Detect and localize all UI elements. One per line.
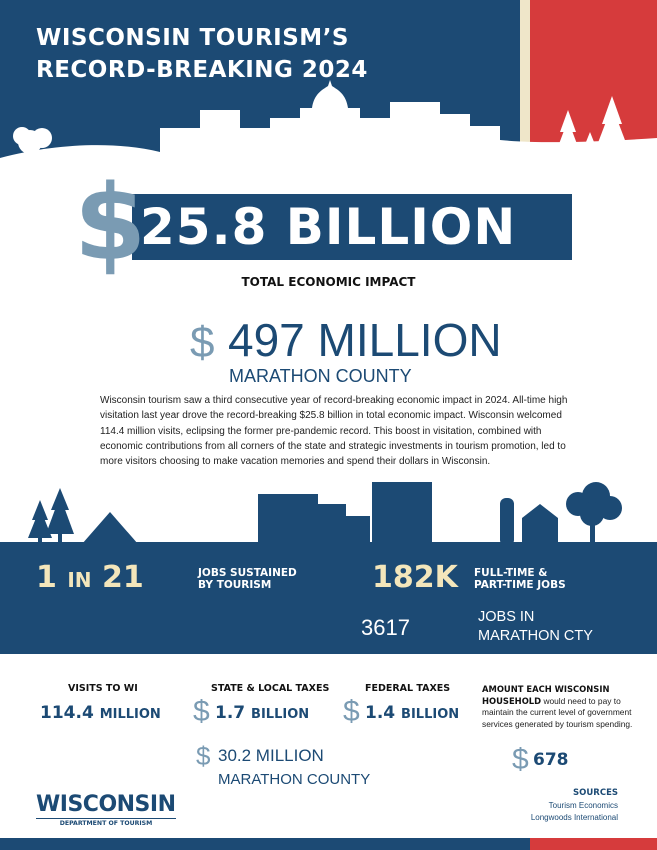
page-title-line-2: RECORD-BREAKING 2024 xyxy=(36,57,368,83)
headline-amount: 25.8 BILLION xyxy=(140,198,517,256)
jobs-ratio-twentyone: 21 xyxy=(101,560,144,595)
state-taxes-label: STATE & LOCAL TAXES xyxy=(211,683,330,694)
headline-label: TOTAL ECONOMIC IMPACT xyxy=(241,275,416,289)
headline-dollar-icon: $ xyxy=(74,162,147,284)
page-title xyxy=(36,22,368,86)
jobs-ratio-label-line-2: BY TOURISM xyxy=(198,579,272,591)
visits-value xyxy=(40,703,161,723)
visits-label: VISITS TO WI xyxy=(68,683,138,694)
county-taxes-dollar-icon: $ xyxy=(196,741,211,771)
household-value: 678 xyxy=(533,750,569,770)
marathon-label: MARATHON COUNTY xyxy=(229,366,412,386)
footer-red-accent xyxy=(530,838,657,850)
tree-cluster-icon xyxy=(566,482,622,546)
pine-trees-small-icon xyxy=(28,488,74,544)
jobs-ratio-label xyxy=(198,567,297,591)
federal-taxes-dollar-icon: $ xyxy=(343,695,360,728)
jobs-total: 182K xyxy=(372,560,458,595)
county-jobs-label xyxy=(478,608,628,646)
wisconsin-logo-subtitle: DEPARTMENT OF TOURISM xyxy=(36,818,176,827)
federal-taxes-label: FEDERAL TAXES xyxy=(365,683,451,694)
page-title-line-1: WISCONSIN TOURISM’S xyxy=(36,25,349,51)
source-item: Longwoods International xyxy=(530,813,618,822)
state-taxes-dollar-icon: $ xyxy=(193,695,210,728)
jobs-total-label xyxy=(474,567,566,591)
county-jobs-label-line-2: MARATHON CTY xyxy=(478,628,593,644)
county-taxes-amount: 30.2 MILLION xyxy=(218,746,324,765)
summary-paragraph: Wisconsin tourism saw a third consecutive year of record-breaking economic impact in 2024. All-time high visitation last year drove the record-breaking $25.8 billion in total economic impact. Wisconsin welcomed 114.4 million visits, eclipsing the former pre-pandemic record. This boost in visitation, combined with economic contributions from all corners of the state and strategic investments in tourism promotion, led to more visitors choosing to make vacation memories and spend their dollars in Wisconsin. xyxy=(100,395,568,468)
sources-heading: SOURCES xyxy=(573,788,618,798)
buildings-icon xyxy=(258,482,432,546)
state-taxes-number: 1.7 xyxy=(215,703,246,723)
state-taxes-unit: BILLION xyxy=(251,707,310,722)
jobs-ratio-one: 1 xyxy=(36,560,57,595)
county-jobs-label-line-1: JOBS IN xyxy=(478,609,535,625)
household-dollar-icon: $ xyxy=(512,743,529,776)
household-title-line-1: AMOUNT EACH WISCONSIN xyxy=(482,684,610,694)
landscape-illustration xyxy=(0,476,657,546)
federal-taxes-value xyxy=(365,703,459,723)
silo-barn-icon xyxy=(500,498,558,546)
jobs-total-label-line-2: PART-TIME JOBS xyxy=(474,579,566,591)
household-body: would need to pay to maintain the current level of government services generated by tourism spending. xyxy=(482,695,633,729)
jobs-total-label-line-1: FULL-TIME & xyxy=(474,567,548,579)
federal-taxes-unit: BILLION xyxy=(401,707,460,722)
wisconsin-logo: WISCONSIN xyxy=(36,792,176,817)
jobs-ratio xyxy=(36,560,144,598)
visits-number: 114.4 xyxy=(40,703,94,723)
marathon-amount: 497 MILLION xyxy=(228,314,502,366)
source-item: Tourism Economics xyxy=(548,801,618,810)
household-title-line-2: HOUSEHOLD xyxy=(482,695,542,706)
tent-icon xyxy=(82,512,138,544)
federal-taxes-number: 1.4 xyxy=(365,703,396,723)
visits-unit: MILLION xyxy=(99,707,161,722)
marathon-dollar-icon: $ xyxy=(190,318,215,367)
county-jobs-number: 3617 xyxy=(361,615,410,640)
jobs-ratio-label-line-1: JOBS SUSTAINED xyxy=(198,567,297,579)
county-taxes-label: MARATHON COUNTY xyxy=(218,771,371,788)
household-description xyxy=(482,684,634,730)
state-taxes-value xyxy=(215,703,309,723)
jobs-ratio-in: IN xyxy=(67,568,92,592)
